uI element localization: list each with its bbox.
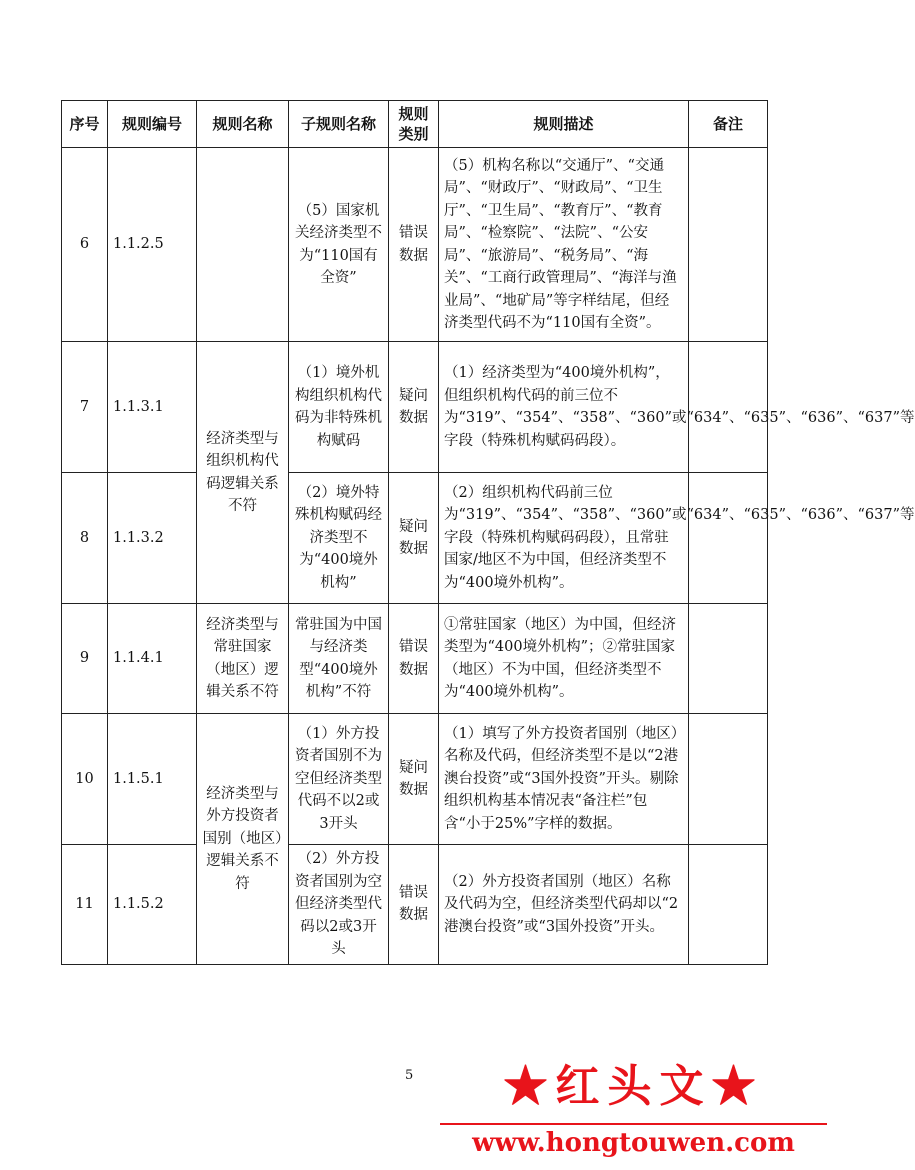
row-note	[689, 714, 768, 845]
row-note	[689, 148, 768, 342]
row-description: （5）机构名称以“交通厅”、“交通局”、“财政厅”、“财政局”、“卫生厅”、“卫生局”、“教育厅”、“教育局”、“检察院”、“法院”、“公安局”、“旅游局”、“税务局”、“海关”、“工商行政管理局”、“海洋与渔业局”、“地矿局”等字样结尾，但经济类型代码不为“110国有全资”。	[439, 148, 689, 342]
row-code: 1.1.3.1	[108, 342, 197, 473]
row-no: 9	[62, 604, 108, 714]
rules-table	[61, 100, 915, 965]
header-category: 规则类别	[389, 101, 439, 148]
row-category: 错误数据	[389, 604, 439, 714]
row-sub: （1）境外机构组织机构代码为非特殊机构赋码	[289, 342, 389, 473]
row-description: （2）外方投资者国别（地区）名称及代码为空，但经济类型代码却以“2港澳台投资”或“3国外投资”开头。	[439, 845, 689, 965]
row-code: 1.1.5.2	[108, 845, 197, 965]
watermark-divider	[440, 1123, 827, 1125]
header-description: 规则描述	[439, 101, 689, 148]
row-code: 1.1.5.1	[108, 714, 197, 845]
row-no: 8	[62, 473, 108, 604]
row-description: （2）组织机构代码前三位为“319”、“354”、“358”、“360”或“634”、“635”、“636”、“637”等字段（特殊机构赋码码段），且常驻国家/地区不为中国，但经济类型不为“400境外机构”。	[439, 473, 689, 604]
row-note	[689, 845, 768, 965]
watermark-title: ★红头文★	[503, 1061, 764, 1112]
watermark-banner[interactable]	[440, 1050, 827, 1170]
row-sub: （1）外方投资者国别不为空但经济类型代码不以2或3开头	[289, 714, 389, 845]
table-row	[62, 342, 768, 473]
row-sub: （5）国家机关经济类型不为“110国有全资”	[289, 148, 389, 342]
row-name: 经济类型与外方投资者国别（地区）逻辑关系不符	[197, 714, 289, 965]
row-category: 错误数据	[389, 845, 439, 965]
row-description: （1）填写了外方投资者国别（地区）名称及代码，但经济类型不是以“2港澳台投资”或“3国外投资”开头。剔除组织机构基本情况表“备注栏”包含“小于25%”字样的数据。	[439, 714, 689, 845]
row-category: 疑问数据	[389, 473, 439, 604]
row-no: 10	[62, 714, 108, 845]
watermark-url[interactable]: www.hongtouwen.com	[472, 1128, 795, 1158]
row-name	[197, 148, 289, 342]
table-row	[62, 845, 768, 965]
row-name: 经济类型与常驻国家（地区）逻辑关系不符	[197, 604, 289, 714]
table-row	[62, 604, 768, 714]
page-number: 5	[405, 1068, 414, 1083]
row-sub: （2）境外特殊机构赋码经济类型不为“400境外机构”	[289, 473, 389, 604]
row-description: ①常驻国家（地区）为中国，但经济类型为“400境外机构”；②常驻国家（地区）不为中国，但经济类型不为“400境外机构”。	[439, 604, 689, 714]
row-sub: （2）外方投资者国别为空但经济类型代码以2或3开头	[289, 845, 389, 965]
row-note	[689, 473, 768, 604]
table-header-row	[62, 101, 768, 148]
row-code: 1.1.2.5	[108, 148, 197, 342]
header-code: 规则编号	[108, 101, 197, 148]
table-row	[62, 714, 768, 845]
row-description: （1）经济类型为“400境外机构”，但组织机构代码的前三位不为“319”、“354”、“358”、“360”或“634”、“635”、“636”、“637”等字段（特殊机构赋码码段）。	[439, 342, 689, 473]
row-note	[689, 604, 768, 714]
row-no: 6	[62, 148, 108, 342]
table-row	[62, 148, 768, 342]
row-category: 疑问数据	[389, 714, 439, 845]
header-no: 序号	[62, 101, 108, 148]
row-note	[689, 342, 768, 473]
row-category: 错误数据	[389, 148, 439, 342]
header-sub: 子规则名称	[289, 101, 389, 148]
header-note: 备注	[689, 101, 768, 148]
header-name: 规则名称	[197, 101, 289, 148]
row-code: 1.1.3.2	[108, 473, 197, 604]
row-code: 1.1.4.1	[108, 604, 197, 714]
table-row	[62, 473, 768, 604]
row-sub: 常驻国为中国与经济类型“400境外机构”不符	[289, 604, 389, 714]
row-no: 7	[62, 342, 108, 473]
row-category: 疑问数据	[389, 342, 439, 473]
row-name: 经济类型与组织机构代码逻辑关系不符	[197, 342, 289, 604]
row-no: 11	[62, 845, 108, 965]
